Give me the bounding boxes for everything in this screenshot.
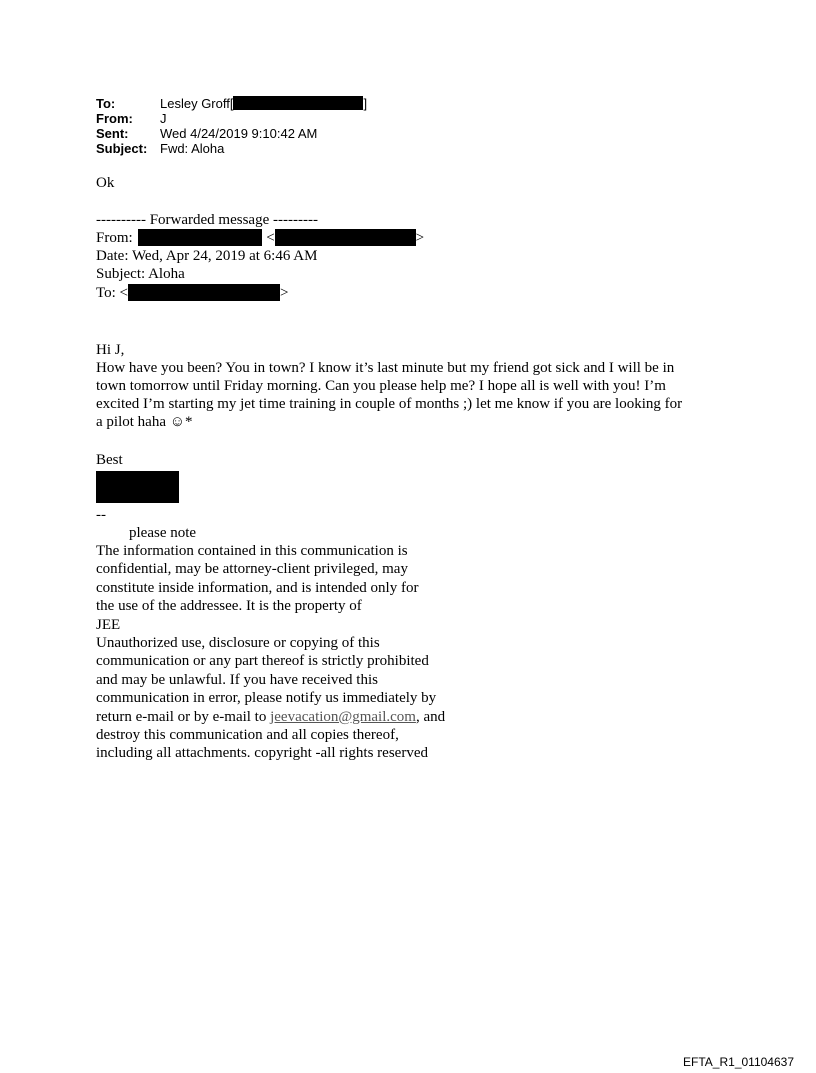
disclaimer-email-line (96, 708, 445, 726)
to-close-bracket: ] (363, 96, 368, 111)
disclaimer-line: destroy this communication and all copies thereof, (96, 727, 399, 744)
disclaimer-line: including all attachments. copyright -all rights reserved (96, 745, 428, 762)
sent-value: Wed 4/24/2019 9:10:42 AM (160, 126, 318, 141)
message-line: a pilot haha ☺* (96, 414, 193, 430)
document-id: EFTA_R1_01104637 (683, 1055, 794, 1069)
disclaimer-line: Unauthorized use, disclosure or copying of this (96, 635, 380, 652)
forwarded-from-open: < (266, 230, 275, 246)
forwarded-to-line (96, 284, 288, 302)
redaction-box (128, 284, 280, 301)
message-line: excited I’m starting my jet time training in couple of months ;) let me know if you are looking for (96, 396, 683, 412)
redaction-box (233, 96, 363, 110)
disclaimer-line: The information contained in this communication is (96, 543, 408, 559)
signature-separator: -- (96, 507, 106, 523)
disclaimer-line: confidential, may be attorney-client privileged, may (96, 561, 408, 578)
forwarded-from-label: From: (96, 230, 133, 246)
to-name: Lesley Groff[ (160, 96, 234, 111)
forwarded-from-line (96, 229, 424, 247)
from-label: From: (96, 111, 133, 126)
forwarded-date-line: Date: Wed, Apr 24, 2019 at 6:46 AM (96, 248, 318, 264)
disclaimer-line: the use of the addressee. It is the property of (96, 598, 362, 615)
from-value: J (160, 111, 167, 126)
subject-value: Fwd: Aloha (160, 141, 225, 156)
to-value (160, 96, 367, 111)
message-body (96, 359, 726, 431)
signature-redaction (96, 471, 179, 503)
redaction-box (138, 229, 262, 246)
message-line: How have you been? You in town? I know it’s last minute but my friend got sick and I will be in (96, 360, 675, 376)
disclaimer-heading: please note (129, 525, 197, 541)
email-header (96, 96, 496, 158)
disclaimer-email-prefix: return e-mail or by e-mail to (96, 708, 271, 725)
disclaimer-line: JEE (96, 616, 121, 633)
redaction-box (275, 229, 416, 246)
forwarded-to-label: To: < (96, 285, 128, 301)
forwarded-to-close: > (280, 285, 289, 301)
greeting: Hi J, (96, 342, 125, 358)
disclaimer-line: constitute inside information, and is intended only for (96, 579, 419, 596)
disclaimer-line: communication in error, please notify us immediately by (96, 690, 437, 707)
disclaimer-line: and may be unlawful. If you have received this (96, 671, 378, 688)
subject-label: Subject: (96, 141, 148, 156)
sent-label: Sent: (96, 126, 129, 141)
disclaimer-email-suffix: , and (415, 708, 446, 725)
email-link[interactable]: jeevacation@gmail.com (270, 708, 416, 725)
disclaimer (96, 542, 445, 763)
disclaimer-line: communication or any part thereof is strictly prohibited (96, 653, 429, 670)
forwarded-subject-line: Subject: Aloha (96, 266, 185, 282)
signoff: Best (96, 452, 123, 468)
forwarded-banner: ---------- Forwarded message --------- (96, 212, 318, 228)
reply-text: Ok (96, 175, 115, 191)
forwarded-from-close: > (415, 230, 425, 246)
to-label: To: (96, 96, 116, 111)
message-line: town tomorrow until Friday morning. Can you please help me? I hope all is well with you! I’m (96, 378, 666, 394)
